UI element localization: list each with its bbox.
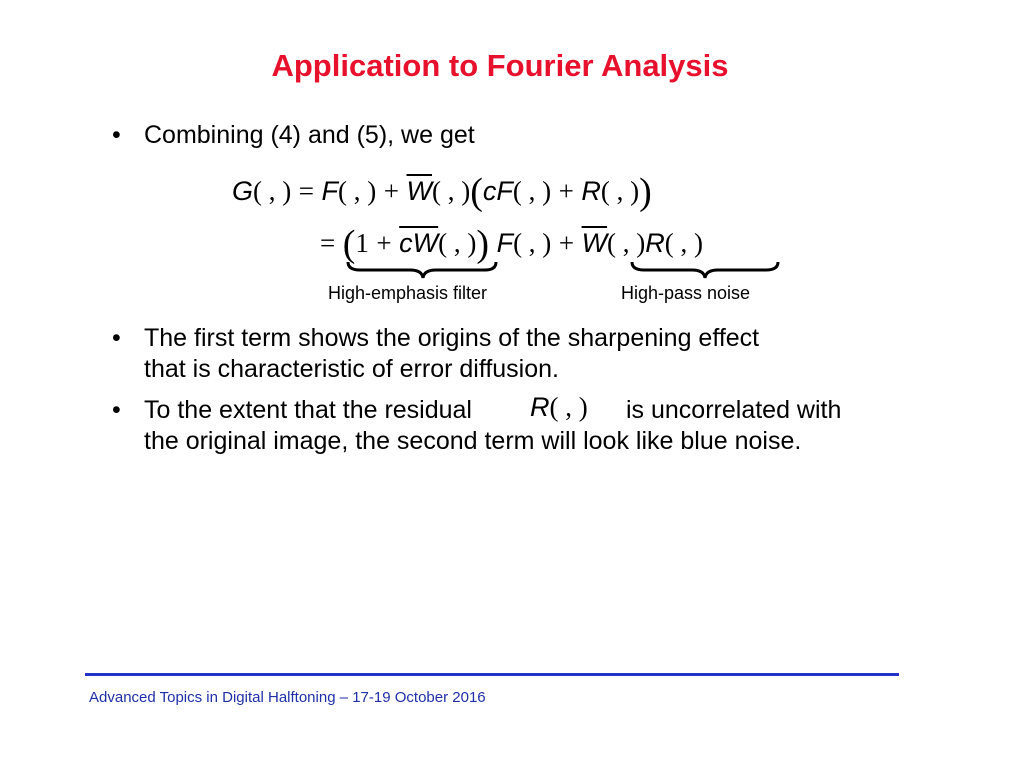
footer-text: Advanced Topics in Digital Halftoning – 17-19 October 2016 <box>89 689 486 706</box>
label-high-emphasis-filter: High-emphasis filter <box>328 283 488 303</box>
bullet-text-line-2: that is characteristic of error diffusion. <box>144 355 559 383</box>
eq-equals: = <box>320 228 336 258</box>
bullet-marker: • <box>112 324 121 352</box>
bullet-marker: • <box>112 396 121 424</box>
slide-title: Application to Fourier Analysis <box>271 48 729 83</box>
eq-symbol-w-bar: $\overline{W}$ <box>581 228 608 258</box>
eq-plus: + <box>376 228 392 258</box>
eq-big-paren-close: ) <box>639 171 652 213</box>
eq-plus: + <box>383 176 399 206</box>
eq-args: ( , ) <box>432 176 471 206</box>
eq-one: 1 <box>355 228 369 258</box>
label-high-pass-noise: High-pass noise <box>621 283 751 303</box>
underbrace-left <box>348 262 496 278</box>
inline-residual-symbol <box>530 392 588 423</box>
bullet-text-line-1: The first term shows the origins of the sharpening effect <box>144 324 760 352</box>
bullet-text-line-2: the original image, the second term will look like blue noise. <box>144 427 802 455</box>
inline-args: ( , ) <box>549 392 588 422</box>
eq-symbol-cw-bar: $\overline{cW}$ <box>399 228 439 258</box>
eq-symbol-g: G <box>232 176 254 206</box>
bullet-text-line-1a: To the extent that the residual <box>144 396 472 424</box>
underbrace-right <box>632 262 778 278</box>
bullet-marker: • <box>112 121 121 149</box>
eq-big-paren-open: ( <box>470 171 483 213</box>
eq-args: ( , ) <box>513 228 552 258</box>
bullet-text: Combining (4) and (5), we get <box>144 121 475 149</box>
eq-symbol-cf: cF <box>482 176 513 206</box>
eq-args: ( , ) <box>512 176 552 206</box>
footer-rule <box>85 673 899 676</box>
bullet-text-line-1b: is uncorrelated with <box>626 396 842 424</box>
eq-symbol-r: R <box>645 228 665 258</box>
eq-args: ( , ) <box>253 176 292 206</box>
eq-symbol-f: F <box>321 176 339 206</box>
eq-equals: = <box>298 176 314 206</box>
eq-args: ( , ) <box>664 228 704 258</box>
eq-big-paren-close: ) <box>476 223 490 265</box>
eq-plus: + <box>558 228 575 258</box>
eq-symbol-f: F <box>496 228 514 258</box>
eq-big-paren-open: ( <box>342 223 356 265</box>
eq-args: ( , ) <box>607 228 646 258</box>
eq-symbol-r: R <box>581 176 601 206</box>
eq-args: ( , ) <box>338 176 377 206</box>
eq-symbol-w-bar: $\overline{W}$ <box>406 176 432 206</box>
eq-args: ( , ) <box>438 228 477 258</box>
inline-symbol-r: R <box>530 392 550 422</box>
eq-args: ( , ) <box>600 176 640 206</box>
eq-plus: + <box>558 176 574 206</box>
